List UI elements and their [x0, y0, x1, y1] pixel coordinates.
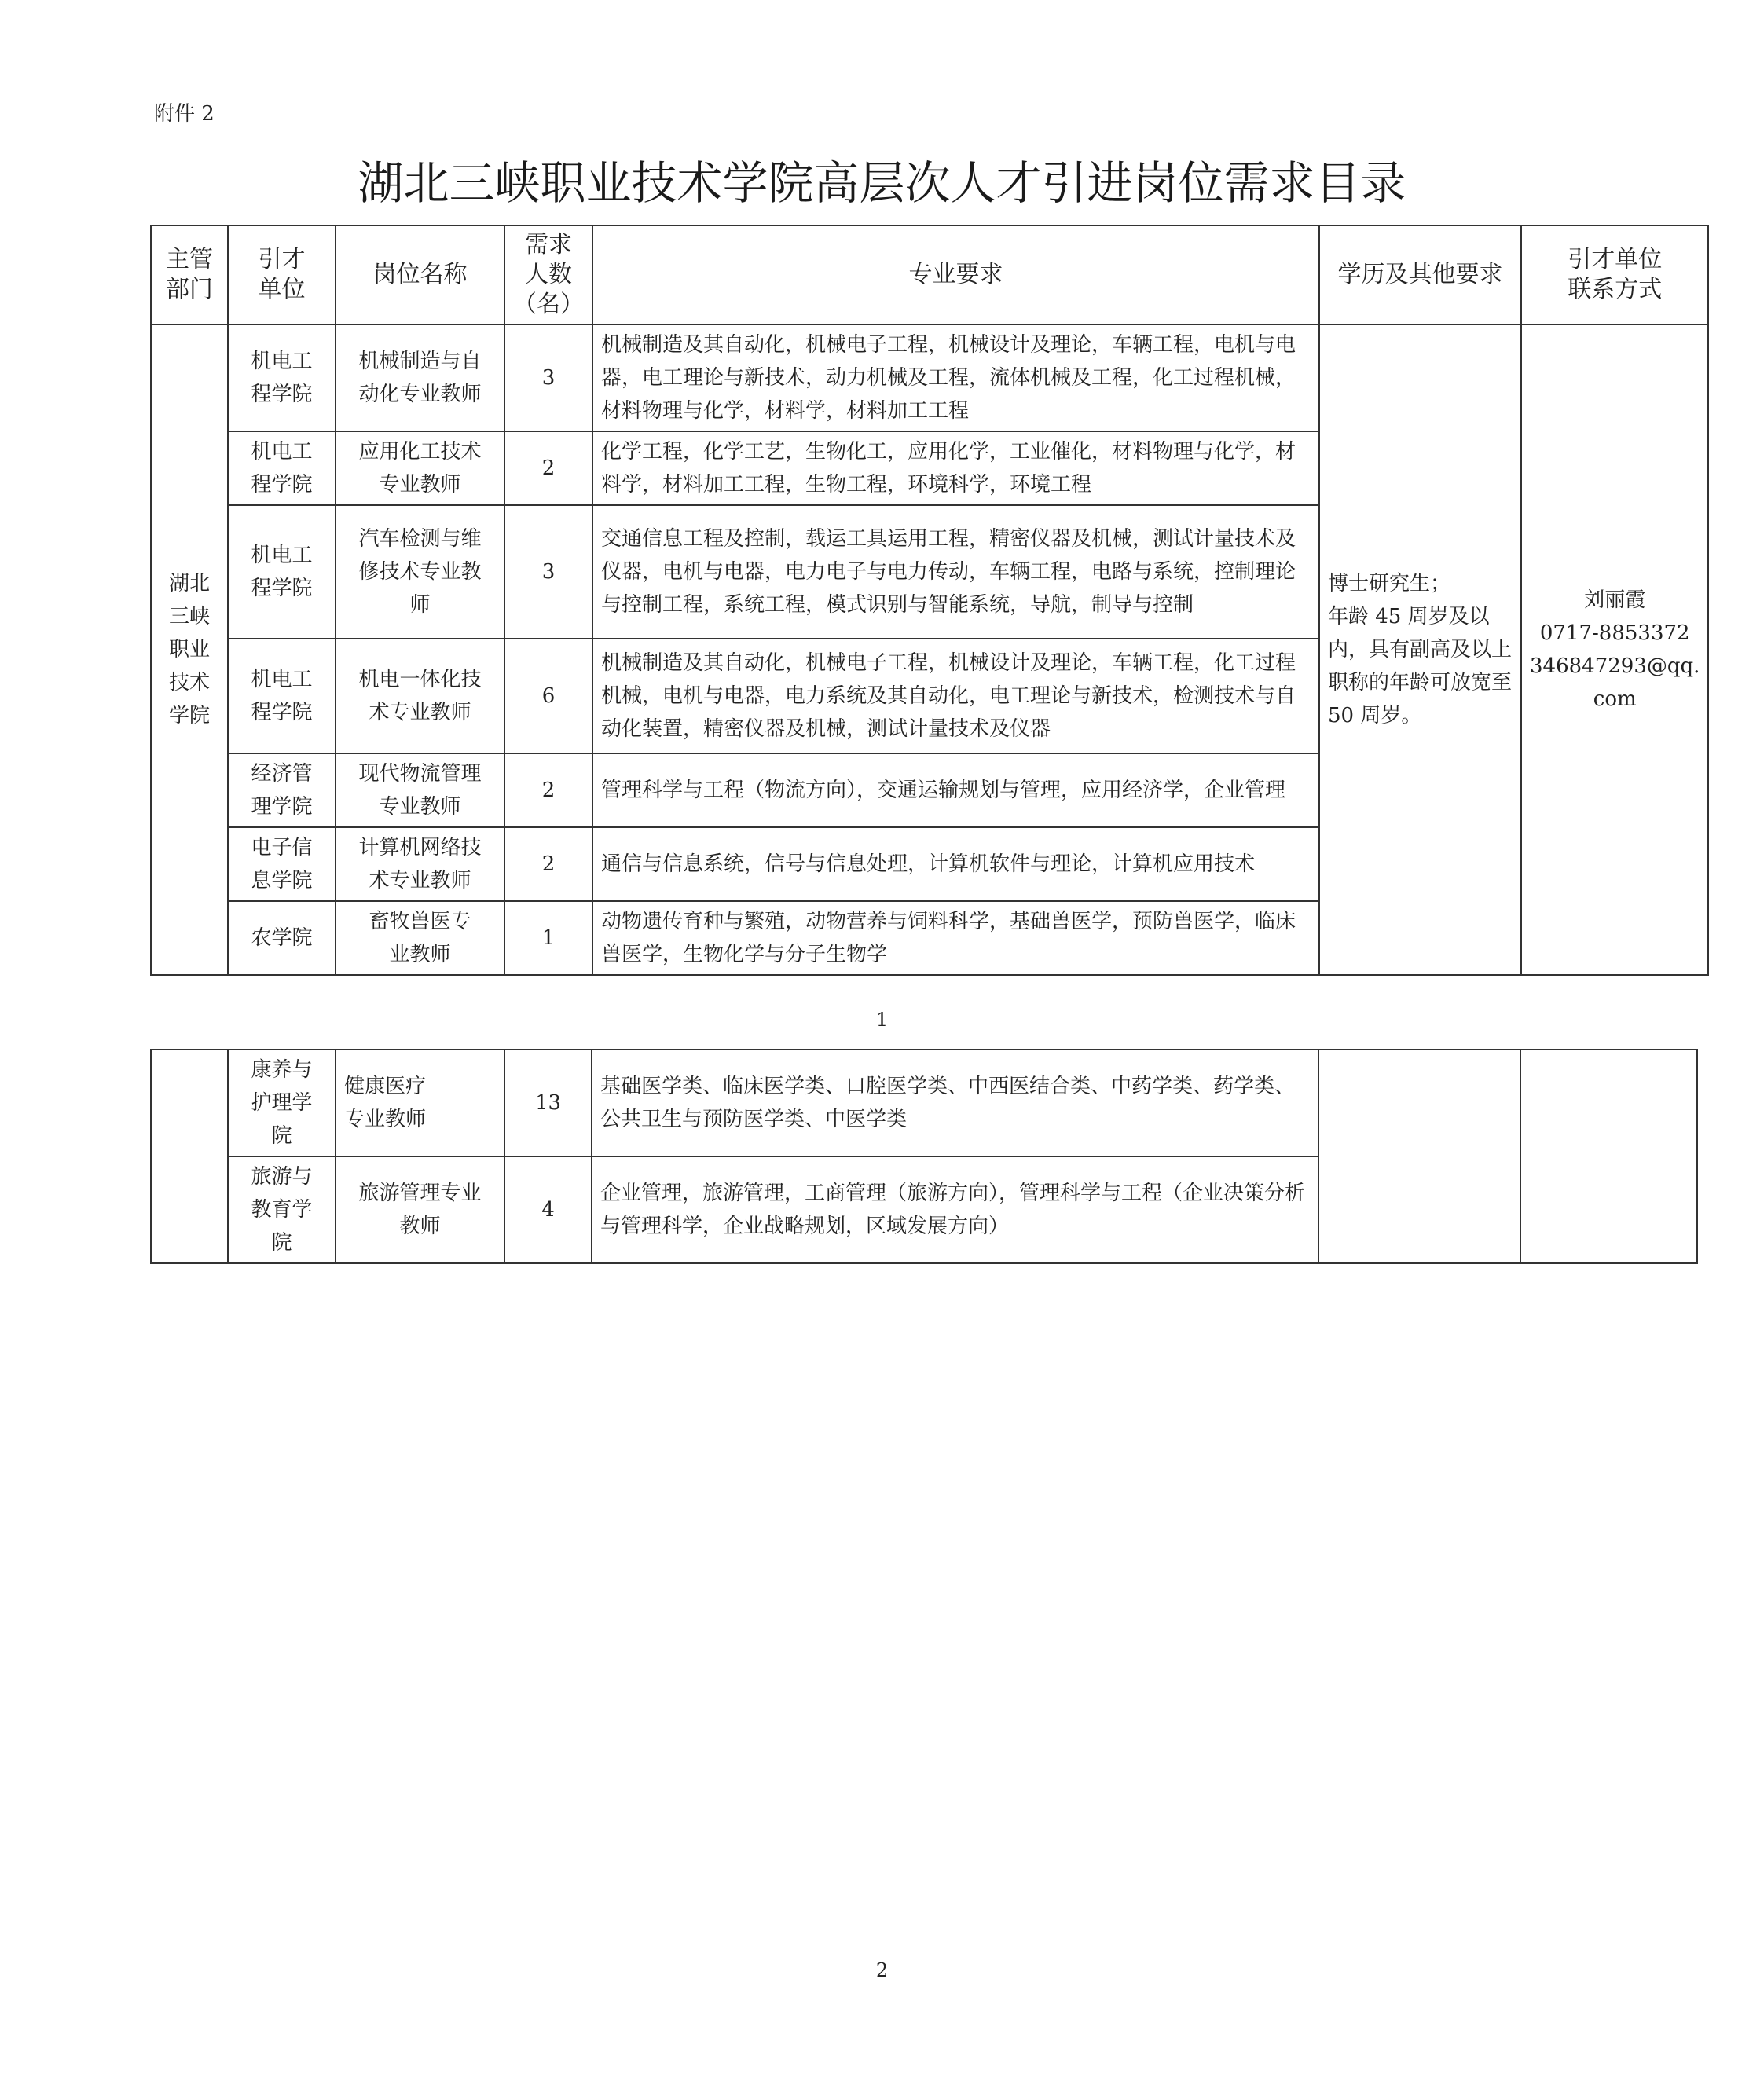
education-cell-continued: [1318, 1050, 1520, 1263]
attachment-label: 附件 2: [154, 102, 215, 126]
page-number: 1: [875, 1009, 889, 1031]
header-edu: 学历及其他要求: [1319, 225, 1521, 324]
header-major: 专业要求: [592, 225, 1319, 324]
page-number: 2: [875, 1959, 889, 1981]
position-cell: 计算机网络技 术专业教师: [336, 827, 504, 901]
contact-phone: 0717-8853372: [1539, 621, 1690, 645]
education-cell: 博士研究生； 年龄 45 周岁及以内，具有副高及以上职称的年龄可放宽至 50 周岁。: [1319, 324, 1521, 975]
header-position: 岗位名称: [336, 225, 504, 324]
position-cell: 旅游管理专业 教师: [336, 1156, 504, 1263]
major-cell: 管理科学与工程（物流方向），交通运输规划与管理，应用经济学，企业管理: [592, 753, 1319, 827]
table-row: [151, 324, 1708, 431]
contact-cell: [1521, 324, 1708, 975]
position-cell: 畜牧兽医专 业教师: [336, 901, 504, 975]
unit-cell: 机电工 程学院: [228, 431, 336, 505]
unit-cell: 电子信 息学院: [228, 827, 336, 901]
unit-cell: 旅游与 教育学 院: [228, 1156, 336, 1263]
unit-cell: 机电工 程学院: [228, 639, 336, 753]
department-cell: 湖北 三峡 职业 技术 学院: [151, 324, 228, 975]
major-cell: 基础医学类、临床医学类、口腔医学类、中西医结合类、中药学类、药学类、公共卫生与预防医学类、中医学类: [592, 1050, 1318, 1156]
job-table-page1: [150, 225, 1709, 976]
position-cell: 应用化工技术 专业教师: [336, 431, 504, 505]
position-cell: 现代物流管理 专业教师: [336, 753, 504, 827]
position-cell: 汽车检测与维 修技术专业教 师: [336, 505, 504, 639]
contact-cell-continued: [1520, 1050, 1697, 1263]
table-row: [151, 1050, 1697, 1156]
major-cell: 交通信息工程及控制，载运工具运用工程，精密仪器及机械，测试计量技术及仪器，电机与电器，电力电子与电力传动，车辆工程，电路与系统，控制理论与控制工程，系统工程，模式识别与智能系统，导航，制导与控制: [592, 505, 1319, 639]
header-row: [151, 225, 1708, 324]
count-cell: 3: [504, 324, 592, 431]
major-cell: 企业管理，旅游管理，工商管理（旅游方向），管理科学与工程（企业决策分析与管理科学，企业战略规划，区域发展方向）: [592, 1156, 1318, 1263]
job-table-page2: [150, 1049, 1698, 1264]
major-cell: 化学工程，化学工艺，生物化工，应用化学，工业催化，材料物理与化学，材料学，材料加工工程，生物工程，环境科学，环境工程: [592, 431, 1319, 505]
position-cell: 机电一体化技 术专业教师: [336, 639, 504, 753]
header-count: 需求 人数 （名）: [504, 225, 592, 324]
contact-email: 346847293@qq. com: [1530, 654, 1700, 711]
count-cell: 2: [504, 753, 592, 827]
count-cell: 2: [504, 431, 592, 505]
major-cell: 动物遗传育种与繁殖，动物营养与饲料科学，基础兽医学，预防兽医学，临床兽医学，生物化学与分子生物学: [592, 901, 1319, 975]
unit-cell: 机电工 程学院: [228, 324, 336, 431]
page-title: 湖北三峡职业技术学院高层次人才引进岗位需求目录: [358, 156, 1406, 210]
count-cell: 1: [504, 901, 592, 975]
header-contact: 引才单位 联系方式: [1521, 225, 1708, 324]
position-cell: 健康医疗 专业教师: [336, 1050, 504, 1156]
count-cell: 6: [504, 639, 592, 753]
unit-cell: 康养与 护理学 院: [228, 1050, 336, 1156]
position-cell: 机械制造与自 动化专业教师: [336, 324, 504, 431]
unit-cell: 农学院: [228, 901, 336, 975]
count-cell: 2: [504, 827, 592, 901]
department-cell-continued: [151, 1050, 228, 1263]
major-cell: 机械制造及其自动化，机械电子工程，机械设计及理论，车辆工程，电机与电器，电工理论与新技术，动力机械及工程，流体机械及工程，化工过程机械，材料物理与化学，材料学，材料加工工程: [592, 324, 1319, 431]
major-cell: 通信与信息系统，信号与信息处理，计算机软件与理论，计算机应用技术: [592, 827, 1319, 901]
count-cell: 4: [504, 1156, 592, 1263]
count-cell: 3: [504, 505, 592, 639]
unit-cell: 经济管 理学院: [228, 753, 336, 827]
header-dept: 主管 部门: [151, 225, 228, 324]
header-unit: 引才 单位: [228, 225, 336, 324]
unit-cell: 机电工 程学院: [228, 505, 336, 639]
count-cell: 13: [504, 1050, 592, 1156]
contact-name: 刘丽霞: [1584, 588, 1646, 612]
major-cell: 机械制造及其自动化，机械电子工程，机械设计及理论，车辆工程，化工过程机械，电机与电器，电力系统及其自动化，电工理论与新技术，检测技术与自动化装置，精密仪器及机械，测试计量技术及仪器: [592, 639, 1319, 753]
